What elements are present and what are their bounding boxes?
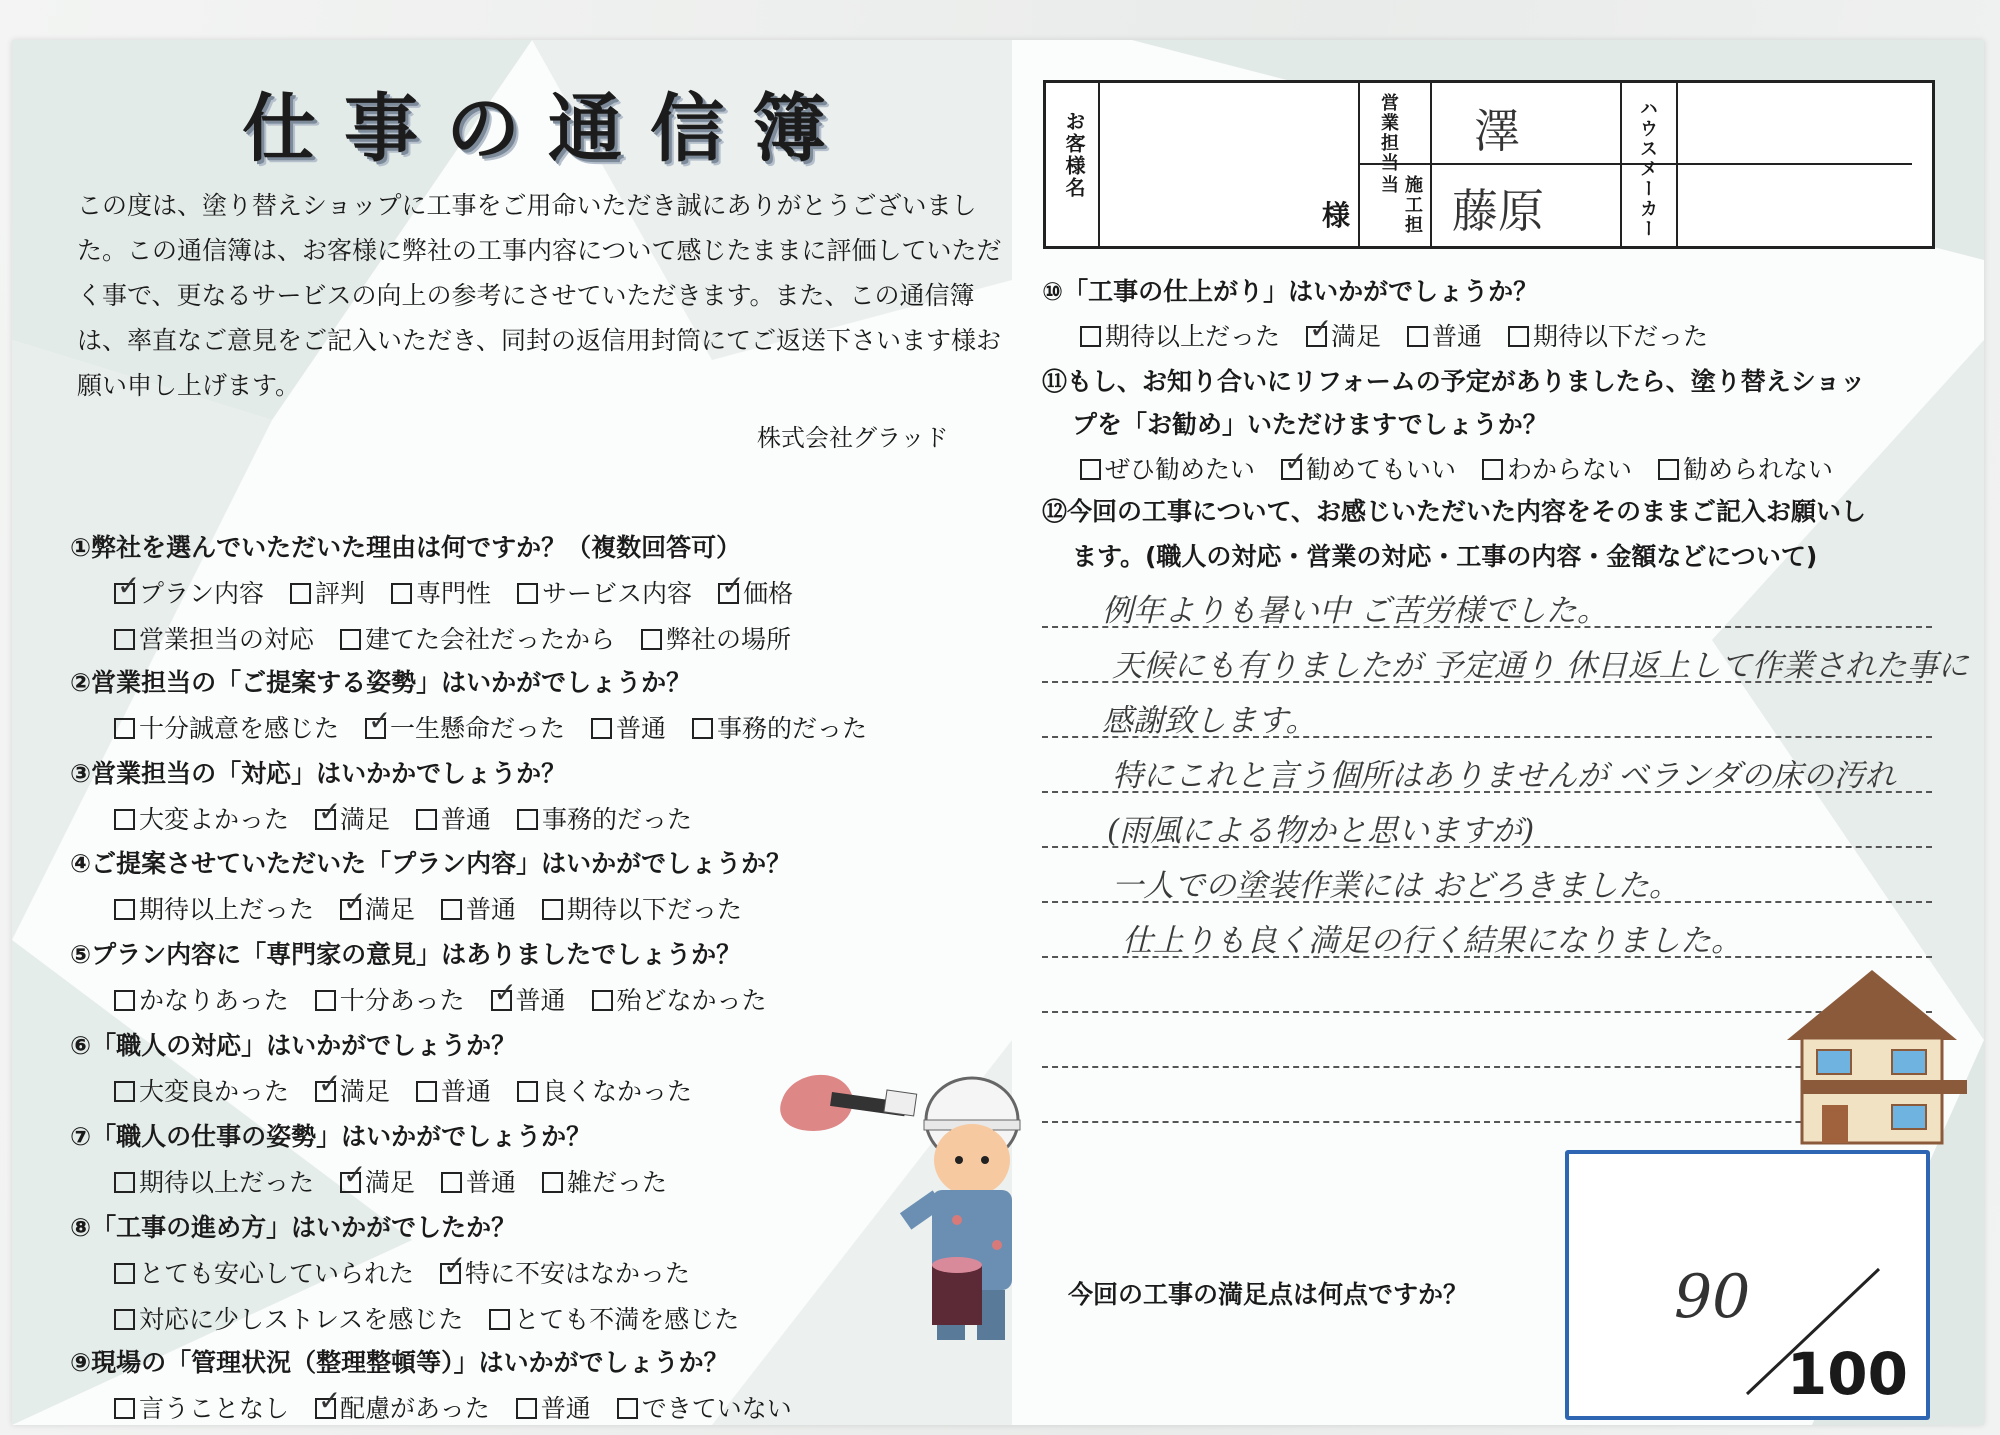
checkbox[interactable] — [1080, 326, 1101, 347]
checkbox-checked[interactable] — [315, 1398, 336, 1419]
option-label: 勧めてもいい — [1306, 455, 1457, 484]
option — [315, 1389, 490, 1425]
checkbox[interactable] — [516, 1398, 537, 1419]
question-9: ⑨現場の「管理状況（整理整頓等）」はいかがでしょうか？ — [70, 1348, 729, 1377]
option-label: 普通 — [616, 714, 667, 743]
option — [114, 981, 289, 1017]
option — [1281, 450, 1456, 486]
intro-text: この度は、塗り替えショップに工事をご用命いただき誠にありがとうございました。この通信簿は、お客様に弊社の工事内容について感じたままに評価していただく事で、更なるサービスの向上の参考にさせていただきます。また、この通信簿は、率直なご意見をご記入いただき、同封の返信用封筒にてご返送下さいます様お願い申し上げます。 — [77, 191, 1002, 400]
option-label: 大変良かった — [139, 1077, 290, 1106]
checkbox[interactable] — [416, 1081, 437, 1102]
option-label: 建てた会社だったから — [365, 625, 616, 654]
option-label: 普通 — [466, 895, 517, 924]
question-10: ⑩「工事の仕上がり」はいかがでしょうか？ — [1042, 277, 1539, 306]
checkbox[interactable] — [114, 718, 135, 739]
customer-label: お客様名 — [1062, 111, 1086, 199]
handwritten-comment: 感謝致します。 — [1102, 703, 1317, 739]
checkbox[interactable] — [517, 583, 538, 604]
option — [290, 574, 365, 610]
checkbox-checked[interactable] — [718, 583, 739, 604]
checkbox[interactable] — [517, 809, 538, 830]
option — [315, 1072, 390, 1108]
staff-name-cell — [1430, 83, 1622, 246]
checkbox[interactable] — [416, 809, 437, 830]
maker-label: ハウスメーカー — [1637, 99, 1658, 239]
work-label: 施工担当 — [1378, 175, 1423, 235]
checkbox[interactable] — [1508, 326, 1529, 347]
question-11-options — [1080, 450, 1859, 486]
option-label: 弊社の場所 — [666, 625, 792, 654]
option — [617, 1389, 792, 1425]
checkbox-checked[interactable] — [340, 1172, 361, 1193]
question-8-options — [114, 1300, 765, 1336]
checkbox[interactable] — [391, 583, 412, 604]
question-9-options — [114, 1389, 818, 1425]
option-label: 雑だった — [567, 1168, 668, 1197]
sama-label: 様 — [1321, 199, 1350, 232]
score-question: 今回の工事の満足点は何点ですか？ — [1068, 1280, 1469, 1309]
checkbox[interactable] — [441, 1172, 462, 1193]
option — [440, 1254, 690, 1290]
checkbox-checked[interactable] — [1281, 459, 1302, 480]
checkbox-checked[interactable] — [491, 990, 512, 1011]
question-2-options — [114, 709, 893, 745]
option — [315, 981, 465, 1017]
handwritten-comment: 一人での塗装作業には おどろきました。 — [1112, 868, 1680, 904]
option-label: かなりあった — [139, 986, 289, 1015]
question-8: ⑧「工事の進め方」はいかがでしたか？ — [70, 1213, 517, 1242]
handwritten-comment: 例年よりも暑い中 ご苦労様でした。 — [1102, 593, 1608, 629]
option — [114, 800, 289, 836]
option — [1407, 317, 1482, 353]
option-label: 普通 — [540, 1394, 591, 1423]
work-name: 藤原 — [1452, 184, 1544, 238]
option-label: 普通 — [441, 1077, 492, 1106]
option — [516, 1389, 591, 1425]
option-label: とても安心していられた — [139, 1259, 415, 1288]
checkbox-checked[interactable] — [340, 899, 361, 920]
painter-illustration-icon — [772, 1050, 1042, 1350]
company-name: 株式会社グラッド — [757, 424, 949, 452]
handwritten-comment: 特にこれと言う個所はありませんが ベランダの床の汚れ — [1112, 758, 1896, 794]
checkbox[interactable] — [517, 1081, 538, 1102]
option — [114, 1072, 289, 1108]
checkbox[interactable] — [591, 718, 612, 739]
checkbox[interactable] — [1658, 459, 1679, 480]
option-label: 大変よかった — [139, 805, 290, 834]
checkbox[interactable] — [114, 1309, 135, 1330]
checkbox-checked[interactable] — [365, 718, 386, 739]
sales-name: 澤 — [1474, 104, 1520, 158]
option-label: 事務的だった — [542, 805, 693, 834]
option — [592, 981, 767, 1017]
option — [1080, 450, 1255, 486]
checkbox[interactable] — [542, 899, 563, 920]
option-label: 配慮があった — [340, 1394, 490, 1423]
option — [517, 800, 692, 836]
checkbox[interactable] — [114, 1172, 135, 1193]
staff-label-cell — [1358, 83, 1432, 246]
question-6-options — [114, 1072, 718, 1108]
question-12-line2: ます。(職人の対応・営業の対応・工事の内容・金額などについて) — [1072, 542, 1818, 571]
question-3-options — [114, 800, 718, 836]
option-label: できていない — [641, 1394, 792, 1423]
checkbox[interactable] — [114, 1263, 135, 1284]
option — [641, 620, 791, 656]
option-label: 言うことなし — [139, 1394, 290, 1423]
option-label: とても不満を感じた — [514, 1305, 740, 1334]
option — [489, 1300, 739, 1336]
option-label: ぜひ勧めたい — [1105, 455, 1256, 484]
checkbox[interactable] — [290, 583, 311, 604]
option — [718, 574, 793, 610]
option-label: 一生懸命だった — [390, 714, 566, 743]
checkbox[interactable] — [1080, 459, 1101, 480]
option-label: 満足 — [365, 895, 416, 924]
option-label: 十分誠意を感じた — [139, 714, 340, 743]
checkbox[interactable] — [340, 629, 361, 650]
handwritten-comment: (雨風による物かと思いますが) — [1107, 813, 1535, 849]
option-label: 普通 — [466, 1168, 517, 1197]
checkbox[interactable] — [114, 899, 135, 920]
checkbox[interactable] — [617, 1398, 638, 1419]
question-1-options — [114, 620, 817, 656]
checkbox[interactable] — [315, 990, 336, 1011]
option — [114, 574, 264, 610]
option-label: 事務的だった — [717, 714, 868, 743]
option — [1658, 450, 1833, 486]
option-label: 普通 — [1432, 322, 1483, 351]
question-1-options — [114, 574, 819, 610]
sales-label: 営業担当 — [1378, 93, 1399, 173]
question-7: ⑦「職人の仕事の姿勢」はいかがでしょうか？ — [70, 1122, 592, 1151]
question-7-options — [114, 1163, 693, 1199]
option-label: 期待以上だった — [139, 1168, 315, 1197]
option — [315, 800, 390, 836]
checkbox[interactable] — [592, 990, 613, 1011]
option-label: 評判 — [315, 579, 366, 608]
option — [542, 890, 742, 926]
option-label: プラン内容 — [139, 579, 265, 608]
option — [391, 574, 491, 610]
checkbox[interactable] — [1407, 326, 1428, 347]
question-4: ④ご提案させていただいた「プラン内容」はいかがでしょうか？ — [70, 849, 792, 878]
checkbox[interactable] — [641, 629, 662, 650]
option — [1080, 317, 1280, 353]
option — [114, 1254, 414, 1290]
checkbox[interactable] — [114, 809, 135, 830]
question-3: ③営業担当の「対応」はいかかでしょうか？ — [70, 759, 567, 788]
option — [692, 709, 867, 745]
page-title: 仕事の通信簿 — [242, 86, 854, 172]
checkbox-checked[interactable] — [315, 809, 336, 830]
score-box — [1565, 1150, 1930, 1420]
option-label: 専門性 — [416, 579, 492, 608]
option — [1508, 317, 1708, 353]
question-4-options — [114, 890, 768, 926]
question-12-line1: ⑫今回の工事について、お感じいただいた内容をそのままご記入お願いし — [1042, 497, 1867, 526]
score-max: 100 — [1786, 1340, 1908, 1408]
checkbox[interactable] — [114, 1081, 135, 1102]
option-label: 勧められない — [1683, 455, 1834, 484]
option — [416, 1072, 491, 1108]
option-label: 特に不安はなかった — [465, 1259, 691, 1288]
option — [1306, 317, 1381, 353]
option-label: 殆どなかった — [616, 986, 767, 1015]
option-label: 普通 — [441, 805, 492, 834]
question-8-options — [114, 1254, 716, 1290]
option-label: 営業担当の対応 — [139, 625, 315, 654]
maker-name-cell — [1676, 83, 1930, 246]
option — [491, 981, 566, 1017]
header-table — [1043, 80, 1935, 249]
option-label: 期待以下だった — [1533, 322, 1709, 351]
checkbox[interactable] — [489, 1309, 510, 1330]
question-5-options — [114, 981, 793, 1017]
option — [517, 1072, 692, 1108]
option-label: 満足 — [340, 1077, 391, 1106]
option-label: 期待以上だった — [139, 895, 315, 924]
option — [365, 709, 565, 745]
option-label: 普通 — [515, 986, 566, 1015]
house-icon — [1777, 960, 1967, 1160]
question-5: ⑤プラン内容に「専門家の意見」はありましたでしょうか？ — [70, 940, 742, 969]
option — [114, 1389, 289, 1425]
option — [1482, 450, 1632, 486]
option-label: わからない — [1507, 455, 1633, 484]
handwritten-comment: 天候にも有りましたが 予定通り 休日返上して作業された事に — [1112, 648, 1969, 684]
score-value: 90 — [1674, 1262, 1751, 1332]
checkbox-checked[interactable] — [1306, 326, 1327, 347]
survey-sheet — [12, 40, 1984, 1425]
option — [340, 1163, 415, 1199]
checkbox[interactable] — [1482, 459, 1503, 480]
checkbox-checked[interactable] — [114, 583, 135, 604]
option-label: 満足 — [1331, 322, 1382, 351]
option — [114, 709, 339, 745]
handwritten-comment: 仕上りも良く満足の行く結果になりました。 — [1122, 923, 1742, 959]
option — [114, 620, 314, 656]
checkbox[interactable] — [692, 718, 713, 739]
option-label: 期待以上だった — [1105, 322, 1281, 351]
checkbox-checked[interactable] — [440, 1263, 461, 1284]
option-label: 十分あった — [339, 986, 465, 1015]
question-1: ①弊社を選んでいただいた理由は何ですか？（複数回答可） — [70, 533, 742, 562]
checkbox[interactable] — [441, 899, 462, 920]
customer-label-cell — [1046, 83, 1100, 246]
question-11-line2: プを「お勧め」いただけますでしょうか？ — [1072, 410, 1548, 439]
checkbox[interactable] — [542, 1172, 563, 1193]
option — [340, 620, 615, 656]
option — [542, 1163, 667, 1199]
question-10-options — [1080, 317, 1734, 353]
option — [416, 800, 491, 836]
customer-name-cell — [1098, 83, 1360, 246]
option-label: 期待以下だった — [567, 895, 743, 924]
checkbox-checked[interactable] — [315, 1081, 336, 1102]
option — [591, 709, 666, 745]
question-6: ⑥「職人の対応」はいかがでしょうか？ — [70, 1031, 517, 1060]
checkbox[interactable] — [114, 1398, 135, 1419]
maker-label-cell — [1620, 83, 1678, 246]
option — [114, 1163, 314, 1199]
question-2: ②営業担当の「ご提案する姿勢」はいかがでしょうか？ — [70, 668, 692, 697]
option-label: 満足 — [340, 805, 391, 834]
checkbox[interactable] — [114, 990, 135, 1011]
option-label: サービス内容 — [542, 579, 693, 608]
option-label: 良くなかった — [542, 1077, 693, 1106]
question-11-line1: ⑪もし、お知り合いにリフォームの予定がありましたら、塗り替えショッ — [1042, 367, 1866, 396]
option — [114, 1300, 463, 1336]
option — [517, 574, 692, 610]
option — [340, 890, 415, 926]
option — [441, 890, 516, 926]
option — [441, 1163, 516, 1199]
option-label: 対応に少しストレスを感じた — [139, 1305, 464, 1334]
option-label: 満足 — [365, 1168, 416, 1197]
option-label: 価格 — [743, 579, 794, 608]
option — [114, 890, 314, 926]
checkbox[interactable] — [114, 629, 135, 650]
